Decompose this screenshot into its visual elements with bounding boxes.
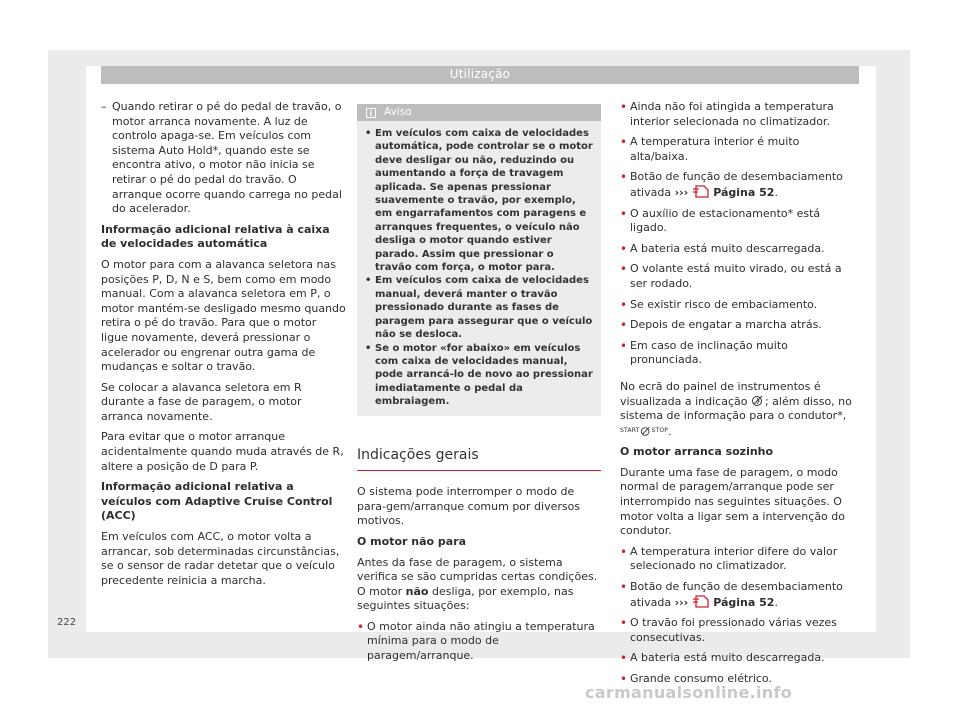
heading-motor-not-stop: O motor não para xyxy=(357,534,467,548)
list-item: • O motor ainda não atingiu a temperatura mínima para o modo de paragem/arranque. xyxy=(357,619,595,663)
page-reference-link[interactable]: Página 52 xyxy=(713,185,775,199)
heading-automatic-gearbox: Informação adicional relativa à caixa de velocidades automática xyxy=(101,222,330,251)
start-stop-disabled-icon xyxy=(640,426,652,437)
bullet-dot-icon: • xyxy=(620,544,628,559)
stop-label: STOP xyxy=(651,426,669,434)
bullet-dot-icon: • xyxy=(620,170,628,185)
dash-marker: – xyxy=(101,100,107,113)
heading-motor-starts: O motor arranca sozinho xyxy=(620,445,774,459)
bullet-dot-icon: • xyxy=(620,616,628,631)
notice-header xyxy=(357,104,601,121)
column-middle xyxy=(357,104,601,670)
section-title: Indicações gerais xyxy=(357,448,601,472)
list-item: • O auxílio de estacionamento* está ligado. xyxy=(620,206,821,235)
notice-item: • Em veículos com caixa de velocidades manual, deverá manter o travão pressionado durante as fases de paragem para assegurar que o veículo não se desloca. xyxy=(365,275,593,341)
bullet-dot-icon: • xyxy=(620,100,628,114)
list-item: • Se existir risco de embaciamento. xyxy=(620,297,818,312)
page-reference-link[interactable]: Página 52 xyxy=(713,595,775,609)
dash-list-item xyxy=(101,100,346,217)
column-left xyxy=(101,100,346,594)
chapter-header xyxy=(101,66,859,84)
dash-item-text: Quando retirar o pé do pedal de travão, o motor arranca novamente. A luz de controlo apaga-se. Em veículos com sistema Auto Hold*, quando este se encontra ativo, o motor não inicia se retirar o pé do pedal do travão. O arranque ocorre quando carrega no pedal do acelerador. xyxy=(112,100,342,216)
list-item: • A bateria está muito descarregada. xyxy=(620,651,825,666)
start-label: START xyxy=(620,426,640,434)
paragraph: No ecrã do painel de instrumentos é visualizada a indicação ; além disso, no sistema de informação para o condutor*, $^{START}$ $^{STOP}$. xyxy=(620,379,852,438)
paragraph: O sistema pode interromper o modo de para-gem/arranque comum por diversos motivos. xyxy=(357,485,581,528)
bullet-dot-icon: • xyxy=(357,619,365,634)
page-reference-icon xyxy=(692,185,710,198)
bullet-dot-icon: • xyxy=(620,580,628,595)
paragraph: Em veículos com ACC, o motor volta a arrancar, sob determinadas circunstâncias, se o sensor de radar detetar que o veículo precedente reinicia a marcha. xyxy=(101,530,340,587)
bullet-dot-icon: • xyxy=(620,206,628,221)
page-reference-icon xyxy=(692,595,710,608)
notice-item: • Se o motor «for abaixo» em veículos com caixa de velocidades manual, pode arrancá-lo de novo ao pressionar imediatamente o pedal da embraiagem. xyxy=(365,342,593,408)
info-icon xyxy=(366,108,376,118)
bullet-dot-icon: • xyxy=(365,275,372,287)
list-item: • Botão de função de desembaciamento ativada ››› Página 52. xyxy=(620,170,843,199)
notice-title: Aviso xyxy=(384,106,412,119)
list-item: • Em caso de inclinação muito pronunciada. xyxy=(620,338,788,367)
reference-arrow: ››› xyxy=(674,595,689,609)
bullet-dot-icon: • xyxy=(620,338,628,353)
start-stop-disabled-icon xyxy=(751,395,765,407)
notice-item: • Em veículos com caixa de velocidades automática, pode controlar se o motor deve desligar ou não, reduzindo ou aumentando a força de travagem aplicada. Se apenas pressionar suavemente o travão, por exemplo, em engarrafamentos com paragens e arranques frequentes, o veículo não desliga o motor quando estiver parado. Assim que pressionar o travão com força, o motor para. xyxy=(365,128,593,274)
list-item: • Depois de engatar a marcha atrás. xyxy=(620,318,822,333)
heading-acc: Informação adicional relativa a veículos com Adaptive Cruise Control (ACC) xyxy=(101,480,333,523)
notice-body xyxy=(357,121,601,416)
list-item: • O travão foi pressionado várias vezes consecutivas. xyxy=(620,616,837,644)
list-item: • A bateria está muito descarregada. xyxy=(620,241,825,256)
paragraph: Para evitar que o motor arranque acidentalmente quando muda através de R, altere a posição de D para P. xyxy=(101,430,344,473)
bullet-dot-icon: • xyxy=(620,651,628,666)
page-number: 222 xyxy=(57,617,77,628)
bullet-dot-icon: • xyxy=(620,318,628,333)
list-item: • Grande consumo elétrico. xyxy=(620,672,772,686)
list-item: • A temperatura interior é muito alta/baixa. xyxy=(620,135,800,163)
list-item: • O volante está muito virado, ou está a ser rodado. xyxy=(620,262,842,290)
bullet-dot-icon: • xyxy=(365,128,372,139)
list-item: • Ainda não foi atingida a temperatura interior selecionada no climatizador. xyxy=(620,100,834,128)
watermark: carmanualsonline.info xyxy=(585,683,793,702)
bullet-dot-icon: • xyxy=(620,297,628,312)
bullet-dot-icon: • xyxy=(365,342,372,354)
paragraph: O motor para com a alavanca seletora nas posições P, D, N e S, bem como em modo manual. Com a alavanca seletora em P, o motor mantém-se desligado mesmo quando retira o pé do travão. Para que o motor ligue novamente, deverá pressionar o acelerador ou engrenar outra gama de mudanças e soltar o travão. xyxy=(101,257,346,374)
chapter-title: Utilização xyxy=(449,67,511,81)
paragraph: Antes da fase de paragem, o sistema verifica se são cumpridas certas condições. O motor não desliga, por exemplo, nas seguintes situações: xyxy=(357,555,598,613)
list-item: • A temperatura interior difere do valor selecionado no climatizador. xyxy=(620,544,838,573)
notice-box xyxy=(357,104,601,416)
bullet-dot-icon: • xyxy=(620,241,628,256)
bullet-dot-icon: • xyxy=(620,262,628,277)
paragraph: Se colocar a alavanca seletora em R durante a fase de paragem, o motor arranca novamente. xyxy=(101,380,302,423)
bullet-dot-icon: • xyxy=(620,672,628,686)
reference-arrow: ››› xyxy=(674,185,689,199)
column-right xyxy=(620,100,860,693)
paragraph: Durante uma fase de paragem, o modo normal de paragem/arranque pode ser interrompido nas seguintes situações. O motor volta a ligar sem a intervenção do condutor. xyxy=(620,465,846,538)
bullet-dot-icon: • xyxy=(620,135,628,150)
list-item: • Botão de função de desembaciamento ativada ››› Página 52. xyxy=(620,580,843,609)
